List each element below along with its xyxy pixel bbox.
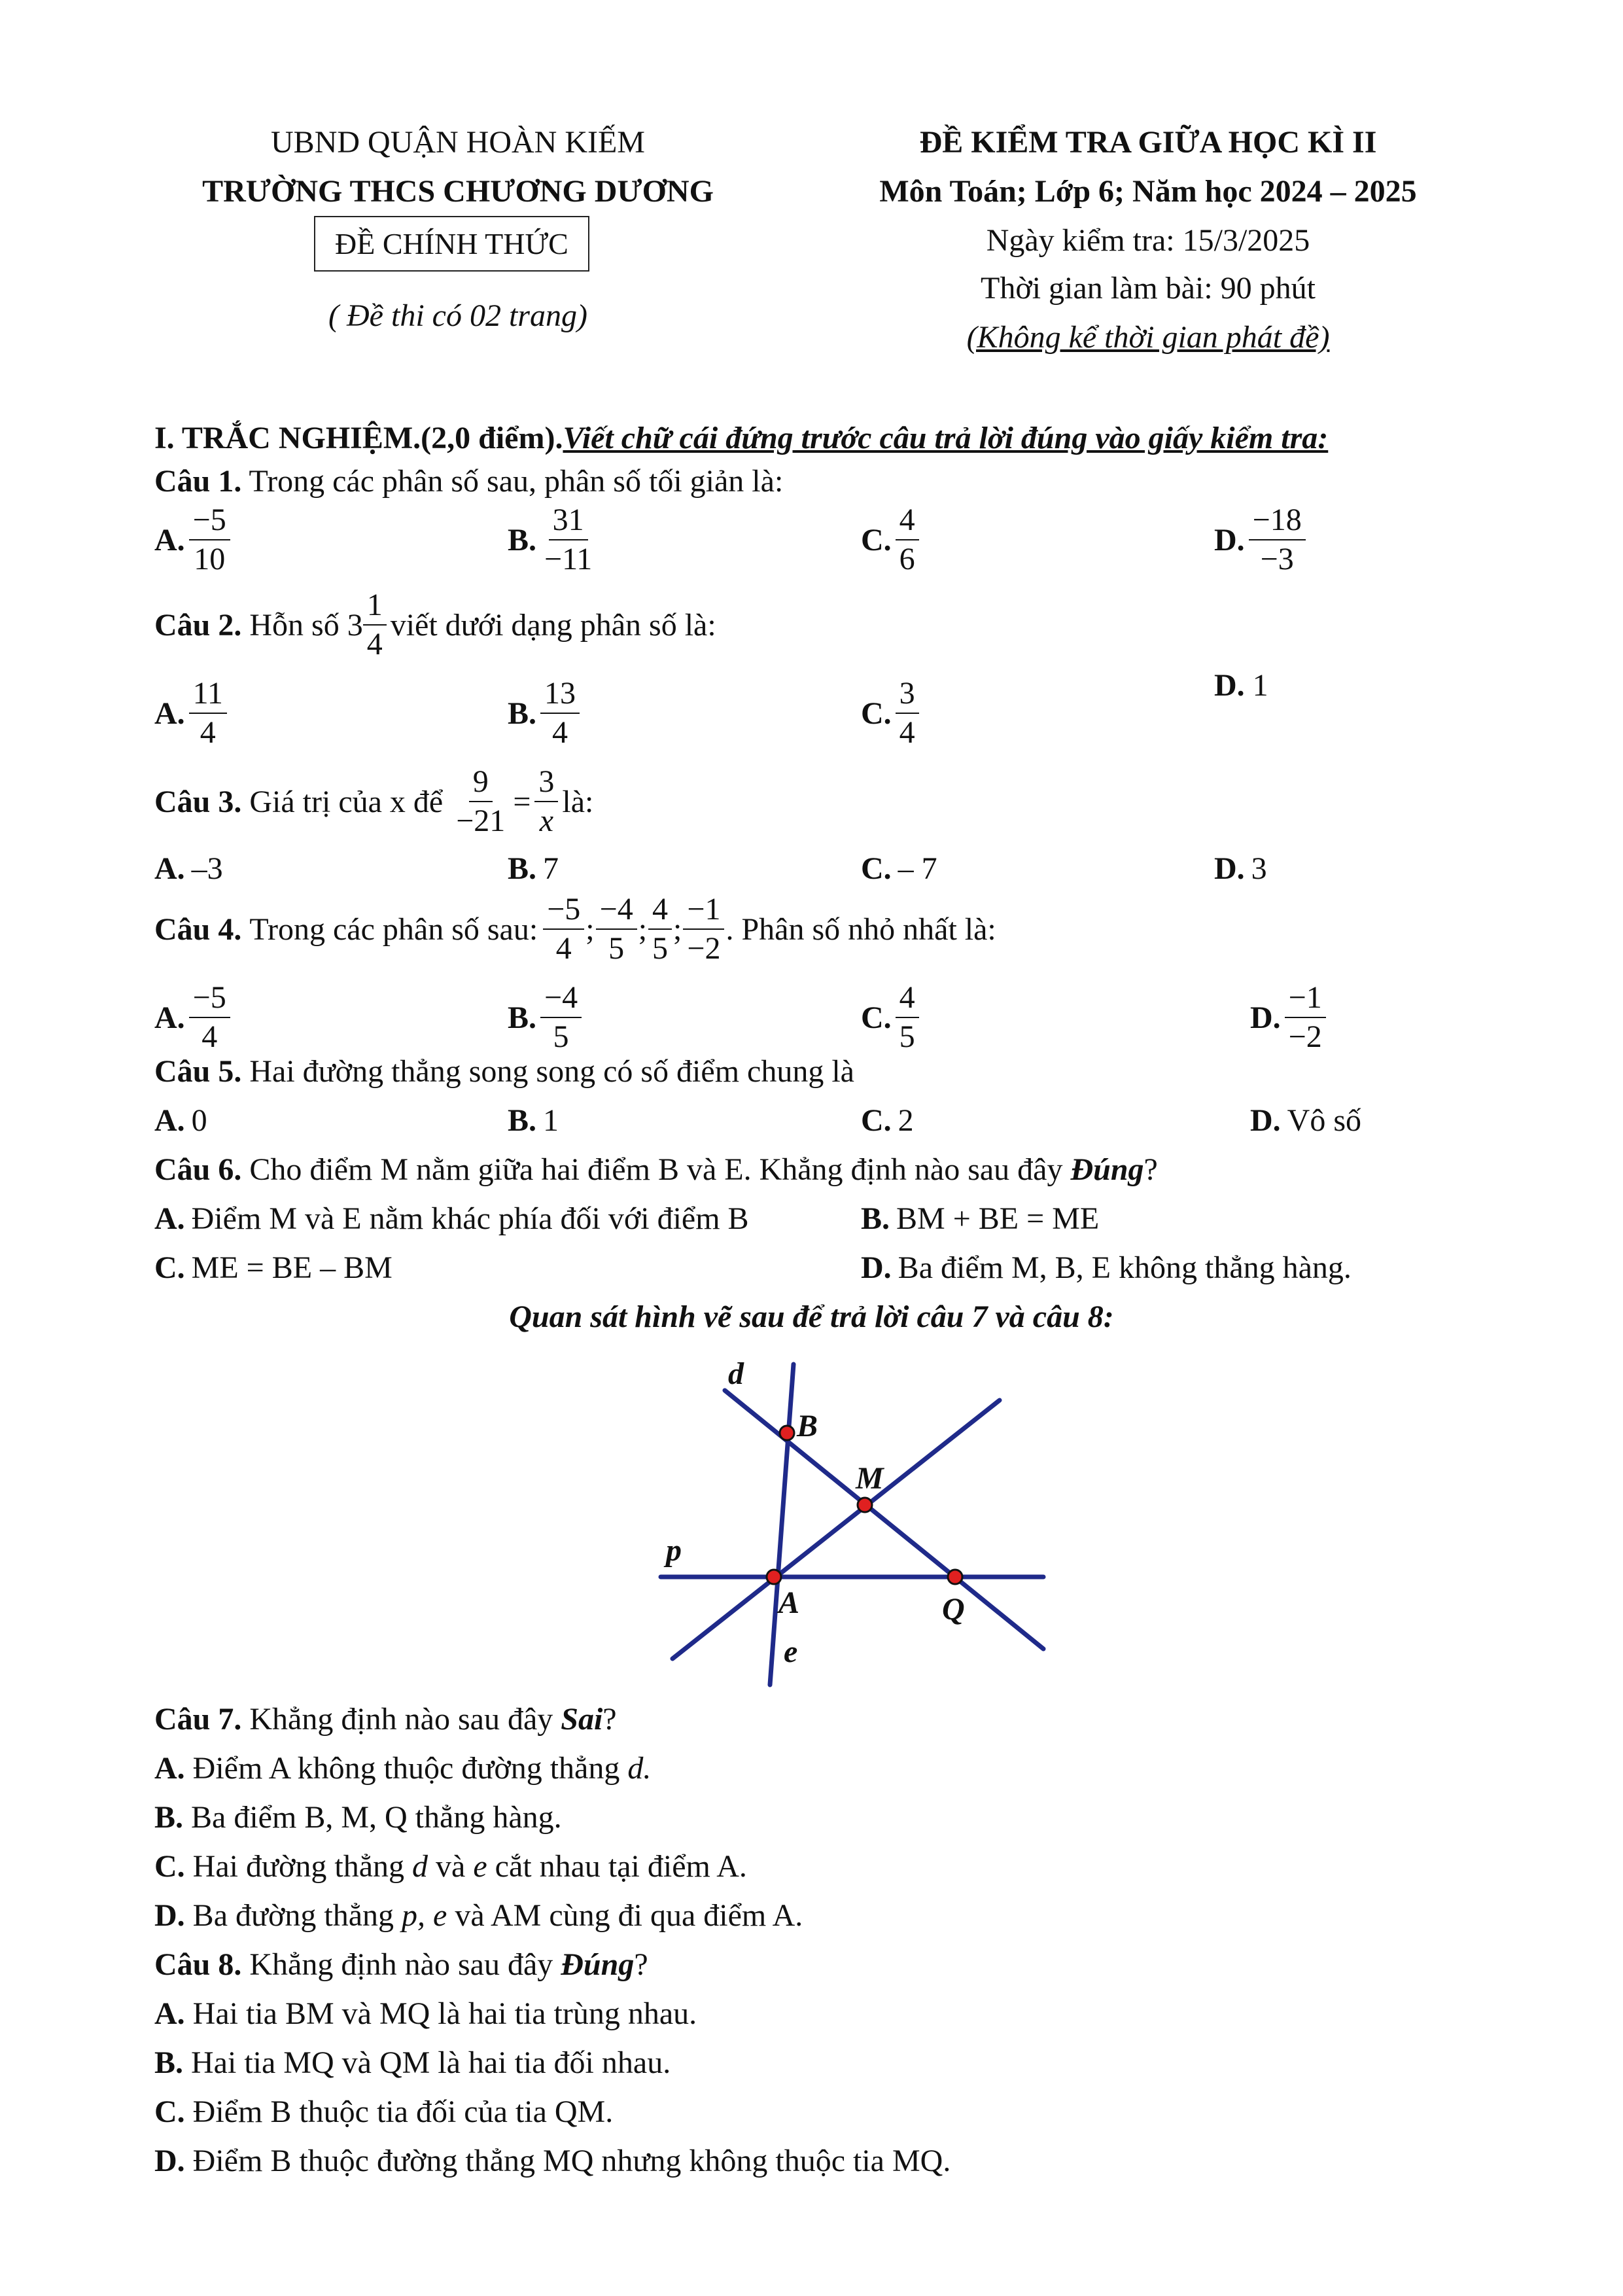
q7-option-d: [154, 1898, 803, 1934]
question-emphasis: Đúng: [561, 1947, 635, 1982]
numerator: 3: [534, 766, 558, 802]
question-label: Câu 6.: [154, 1152, 242, 1187]
option-letter: D.: [1250, 1103, 1281, 1138]
option-italic: d.: [627, 1751, 652, 1786]
option-letter: C.: [154, 1849, 185, 1884]
numerator: 31: [549, 504, 588, 540]
question-end: ?: [602, 1702, 617, 1737]
question-label: Câu 2.: [154, 607, 242, 643]
option-letter: C.: [861, 1103, 892, 1138]
option-letter: A.: [154, 696, 185, 731]
denominator: 5: [553, 1019, 569, 1055]
label-m: M: [856, 1461, 884, 1496]
separator: ;: [585, 911, 595, 947]
option-letter: C.: [861, 851, 892, 886]
numerator: −4: [540, 981, 582, 1018]
figure-caption: Quan sát hình vẽ sau để trả lời câu 7 và câu 8:: [509, 1299, 1114, 1334]
option-letter: A.: [154, 1000, 185, 1035]
question-label: Câu 3.: [154, 784, 242, 819]
denominator: 4: [555, 931, 572, 966]
option-letter: A.: [154, 522, 185, 557]
option-text: cắt nhau tại điểm A.: [495, 1849, 747, 1884]
q8-option-a: [154, 1996, 697, 2032]
label-q: Q: [942, 1592, 965, 1627]
option-value: 0: [191, 1103, 207, 1138]
denominator: 4: [201, 1019, 218, 1055]
q7-option-a: [154, 1750, 651, 1786]
numerator: −4: [596, 893, 637, 930]
option-value: Hai tia BM và MQ là hai tia trùng nhau.: [192, 1996, 697, 2031]
denominator: −11: [544, 542, 593, 577]
option-letter: C.: [154, 2094, 185, 2129]
question-text-end: là:: [562, 784, 594, 819]
point-m: [858, 1498, 872, 1512]
denominator: x: [539, 804, 554, 839]
option-letter: D.: [154, 2144, 185, 2178]
official-exam-label: ĐỀ CHÍNH THỨC: [314, 216, 589, 272]
section-title: I. TRẮC NGHIỆM.: [154, 421, 421, 455]
numerator: −5: [189, 981, 230, 1018]
option-letter: B.: [508, 522, 537, 557]
option-value: Điểm B thuộc đường thẳng MQ nhưng không thuộc tia MQ.: [192, 2144, 951, 2178]
equals-sign: =: [513, 784, 531, 819]
numerator: −18: [1249, 504, 1306, 540]
denominator: 4: [552, 715, 568, 751]
denominator: 10: [194, 542, 226, 577]
option-letter: A.: [154, 1751, 185, 1786]
option-letter: C.: [154, 1250, 185, 1285]
q8-option-c: [154, 2094, 613, 2130]
option-letter: D.: [154, 1898, 185, 1933]
option-value: Hai tia MQ và QM là hai tia đối nhau.: [191, 2045, 671, 2080]
option-letter: D.: [861, 1250, 892, 1285]
option-letter: D.: [1214, 668, 1245, 703]
numerator: −5: [543, 893, 584, 930]
option-value: –3: [191, 851, 223, 886]
option-text: Ba đường thẳng: [192, 1898, 394, 1933]
question-end: ?: [1143, 1152, 1158, 1187]
q7-option-b: [154, 1799, 562, 1835]
label-a: A: [778, 1585, 800, 1620]
denominator: −3: [1260, 542, 1294, 577]
option-value: – 7: [898, 851, 937, 886]
pages-note: ( Đề thi có 02 trang): [328, 298, 587, 333]
question-text: Khẳng định nào sau đây: [249, 1947, 553, 1982]
exam-duration: Thời gian làm bài: 90 phút: [981, 271, 1316, 306]
option-italic: d: [412, 1849, 428, 1884]
separator: ;: [638, 911, 648, 947]
question-text: Trong các phân số sau, phân số tối giản là:: [249, 464, 784, 499]
option-value: 1: [1252, 668, 1268, 703]
option-text: Hai đường thẳng: [192, 1849, 405, 1884]
school-district: UBND QUẬN HOÀN KIẾM: [271, 125, 645, 160]
numerator: 1: [363, 589, 387, 626]
option-value: Ba điểm B, M, Q thẳng hàng.: [191, 1800, 562, 1835]
exam-title: ĐỀ KIỂM TRA GIỮA HỌC KÌ II: [919, 125, 1377, 160]
numerator: 11: [189, 677, 227, 714]
option-letter: D.: [1250, 1000, 1281, 1035]
question-8: [154, 1947, 648, 1983]
question-label: Câu 1.: [154, 464, 242, 499]
question-emphasis: Đúng: [1070, 1152, 1144, 1187]
numerator: 4: [896, 981, 919, 1018]
option-value: Điểm B thuộc tia đối của tia QM.: [192, 2094, 614, 2129]
option-letter: B.: [508, 696, 537, 731]
option-letter: C.: [861, 696, 892, 731]
line-bq: [725, 1390, 1043, 1649]
option-letter: B.: [508, 851, 537, 886]
option-value: Vô số: [1287, 1103, 1362, 1138]
question-text: Trong các phân số sau:: [249, 911, 538, 947]
mixed-number-whole: 3: [347, 607, 363, 643]
option-value: 2: [898, 1103, 914, 1138]
label-p: p: [666, 1533, 682, 1568]
option-letter: D.: [1214, 522, 1245, 557]
question-text: Khẳng định nào sau đây: [249, 1702, 553, 1737]
option-letter: B.: [861, 1201, 890, 1236]
option-letter: B.: [508, 1103, 537, 1138]
q7-option-c: [154, 1848, 747, 1884]
option-letter: A.: [154, 851, 185, 886]
question-end: ?: [634, 1947, 648, 1982]
question-text: Cho điểm M nằm giữa hai điểm B và E. Khẳng định nào sau đây: [249, 1152, 1063, 1187]
q8-option-b: [154, 2045, 671, 2081]
option-value: 7: [543, 851, 559, 886]
option-value: BM + BE = ME: [896, 1201, 1100, 1236]
denominator: 4: [899, 715, 915, 751]
q8-option-d: [154, 2143, 951, 2179]
question-text: Giá trị của x để: [249, 784, 444, 819]
question-label: Câu 7.: [154, 1702, 242, 1737]
option-letter: A.: [154, 1103, 185, 1138]
option-text: và: [436, 1849, 466, 1884]
option-letter: B.: [154, 2045, 184, 2080]
question-text: Hai đường thẳng song song có số điểm chung là: [249, 1054, 854, 1089]
numerator: 4: [896, 504, 919, 540]
denominator: 5: [899, 1019, 915, 1055]
numerator: −1: [683, 893, 724, 930]
school-name: TRƯỜNG THCS CHƯƠNG DƯƠNG: [202, 174, 714, 209]
label-d: d: [728, 1356, 744, 1391]
numerator: 9: [469, 766, 493, 802]
option-letter: B.: [154, 1800, 184, 1835]
numerator: −1: [1285, 981, 1326, 1018]
denominator: −2: [1288, 1019, 1322, 1055]
option-letter: B.: [508, 1000, 537, 1035]
duration-note: (Không kể thời gian phát đề): [966, 320, 1330, 355]
question-label: Câu 5.: [154, 1054, 242, 1089]
option-letter: C.: [861, 1000, 892, 1035]
question-text-end: viết dưới dạng phân số là:: [390, 607, 716, 643]
option-value: 3: [1251, 851, 1267, 886]
section-instruction: Viết chữ cái đứng trước câu trả lời đúng vào giấy kiểm tra:: [563, 421, 1329, 455]
separator: ;: [673, 911, 682, 947]
numerator: 4: [648, 893, 672, 930]
question-label: Câu 8.: [154, 1947, 242, 1982]
numerator: 3: [896, 677, 919, 714]
option-value: Điểm M và E nằm khác phía đối với điểm B: [191, 1201, 749, 1236]
subject-line: Môn Toán; Lớp 6; Năm học 2024 – 2025: [879, 174, 1417, 209]
option-value: 1: [543, 1103, 559, 1138]
option-value: Ba điểm M, B, E không thẳng hàng.: [898, 1250, 1352, 1285]
point-b: [780, 1426, 794, 1440]
option-letter: A.: [154, 1996, 185, 2031]
option-value: Điểm A không thuộc đường thẳng: [192, 1751, 620, 1786]
denominator: 5: [652, 931, 669, 966]
option-letter: A.: [154, 1201, 185, 1236]
option-letter: D.: [1214, 851, 1245, 886]
label-e: e: [784, 1634, 798, 1669]
question-text-end: . Phân số nhỏ nhất là:: [725, 911, 996, 947]
option-text: và AM cùng đi qua điểm A.: [455, 1898, 803, 1933]
option-italic: p, e: [402, 1898, 447, 1933]
question-7: [154, 1701, 617, 1737]
denominator: 5: [608, 931, 625, 966]
question-label: Câu 4.: [154, 911, 242, 947]
option-letter: C.: [861, 522, 892, 557]
denominator: 4: [200, 715, 216, 751]
exam-date: Ngày kiểm tra: 15/3/2025: [986, 223, 1310, 258]
numerator: 13: [540, 677, 580, 714]
point-q: [948, 1570, 962, 1584]
denominator: −2: [687, 931, 721, 966]
question-text: Hỗn số: [249, 607, 340, 643]
denominator: 6: [899, 542, 915, 577]
option-value: ME = BE – BM: [191, 1250, 393, 1285]
denominator: −21: [456, 804, 506, 839]
label-b: B: [797, 1409, 818, 1443]
denominator: 4: [366, 627, 383, 662]
option-italic: e: [473, 1849, 487, 1884]
section-points: (2,0 điểm).: [421, 421, 563, 455]
question-emphasis: Sai: [561, 1702, 603, 1737]
numerator: −5: [189, 504, 230, 540]
point-a: [767, 1570, 781, 1584]
